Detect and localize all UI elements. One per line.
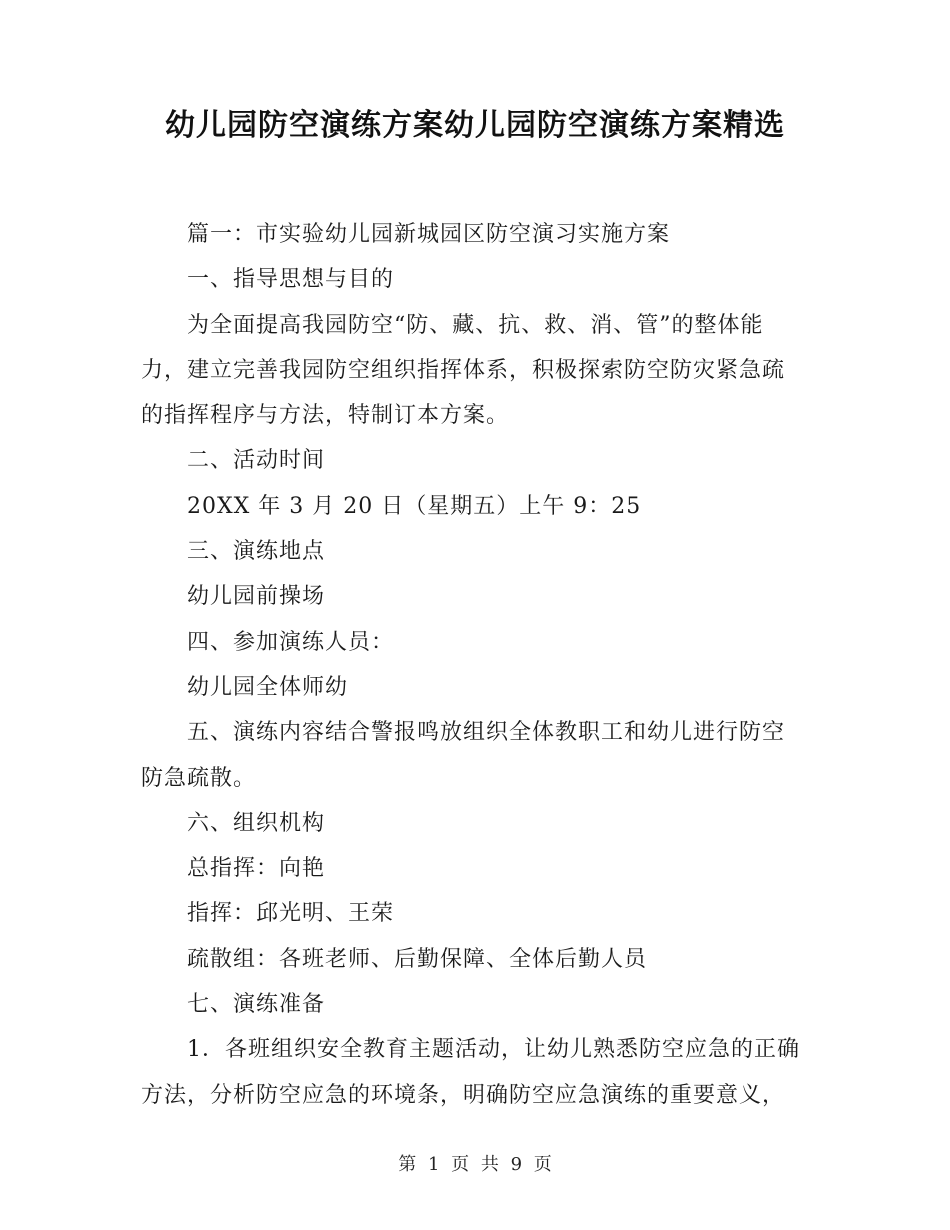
paragraph-location: 幼儿园前操场	[187, 584, 326, 610]
section-heading-location: 三、演练地点	[187, 539, 326, 565]
paragraph-chief-commander: 总指挥：向艳	[187, 856, 326, 882]
document-body	[141, 212, 801, 1118]
section-heading-participants: 四、参加演练人员：	[187, 629, 395, 655]
paragraph-date-time: 20XX 年 3 月 20 日（星期五）上午 9：25	[187, 493, 642, 519]
page-footer: 第 1 页 共 9 页	[398, 1154, 552, 1175]
document-title: 幼儿园防空演练方案幼儿园防空演练方案精选	[165, 108, 785, 143]
paragraph-preparation-item-1: 1．各班组织安全教育主题活动，让幼儿熟悉防空应急的正确方法，分析防空应急的环境条，明确防空应急演练的重要意义，	[141, 1037, 800, 1108]
section-heading-guiding-idea: 一、指导思想与目的	[187, 267, 395, 293]
section-heading-organization: 六、组织机构	[187, 810, 326, 836]
section-heading-activity-time: 二、活动时间	[187, 448, 326, 474]
paragraph-participants: 幼儿园全体师幼	[187, 674, 349, 700]
paragraph-commanders: 指挥：邱光明、王荣	[187, 901, 395, 927]
paragraph-evacuation-group: 疏散组：各班老师、后勤保障、全体后勤人员	[187, 946, 648, 972]
section-heading-part-one: 篇一：市实验幼儿园新城园区防空演习实施方案	[187, 222, 671, 247]
paragraph-drill-content: 五、演练内容结合警报鸣放组织全体教职工和幼儿进行防空防急疏散。	[141, 720, 786, 791]
section-heading-preparation: 七、演练准备	[187, 992, 326, 1018]
paragraph-purpose: 为全面提高我园防空“防、藏、抗、救、消、管”的整体能力，建立完善我园防空组织指挥体系，积极探索防空防灾紧急疏的指挥程序与方法，特制订本方案。	[141, 312, 786, 429]
